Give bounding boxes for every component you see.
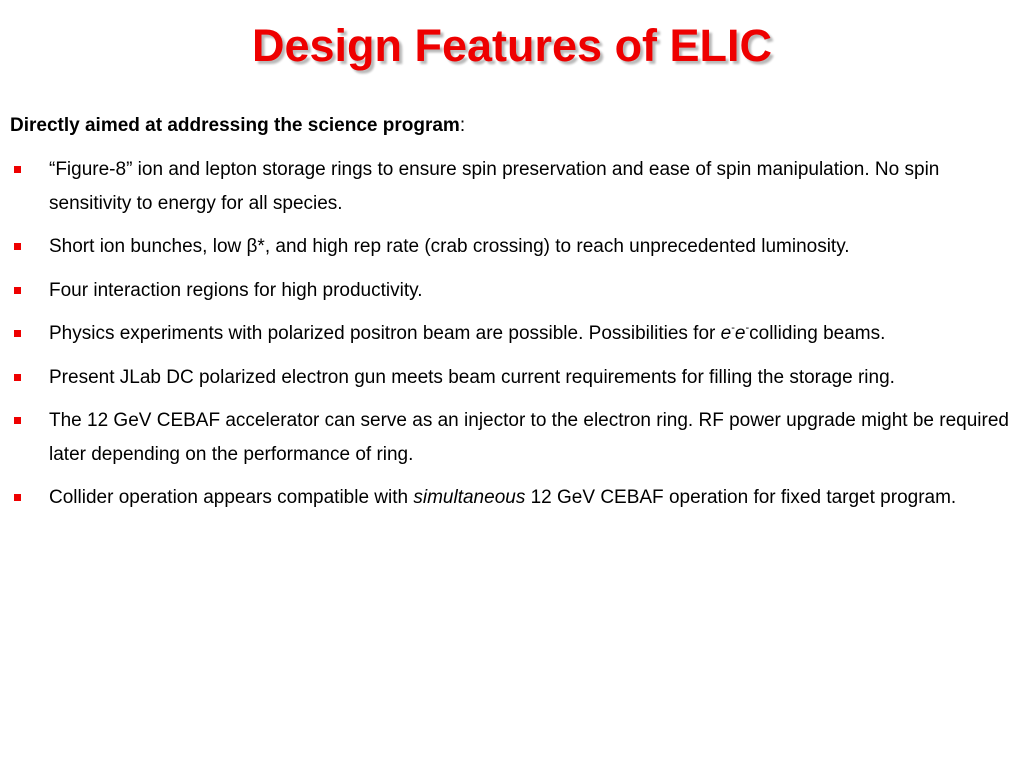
bullet-item-electron-gun — [10, 361, 1018, 395]
bullet-text-part: Collider operation appears compatible with — [49, 487, 414, 508]
bullet-list — [10, 153, 1018, 525]
bullet-item-positron-beam — [10, 317, 1018, 351]
bullet-item-interaction-regions — [10, 274, 1018, 308]
bullet-item-figure-8 — [10, 153, 1018, 220]
square-bullet-icon — [14, 166, 21, 173]
bullet-item-collider-operation — [10, 481, 1018, 515]
intro-colon: : — [459, 115, 466, 136]
bullet-text — [49, 487, 956, 508]
square-bullet-icon — [14, 287, 21, 294]
square-bullet-icon — [14, 243, 21, 250]
bullet-text-part: Physics experiments with polarized positron beam are possible. Possibilities for — [49, 323, 721, 344]
bullet-text — [49, 323, 885, 344]
square-bullet-icon — [14, 417, 21, 424]
bullet-text: Short ion bunches, low β*, and high rep rate (crab crossing) to reach unprecedented luminosity. — [49, 236, 850, 257]
square-bullet-icon — [14, 330, 21, 337]
bullet-text: The 12 GeV CEBAF accelerator can serve as an injector to the electron ring. RF power upgrade might be required later depending on the performance of ring. — [49, 410, 1009, 465]
bullet-text-part: colliding beams. — [749, 323, 886, 344]
bullet-item-cebaf-injector — [10, 404, 1018, 471]
charge-superscript: - — [745, 322, 750, 334]
square-bullet-icon — [14, 494, 21, 501]
electron-symbol: e — [720, 323, 732, 344]
electron-symbol: e — [734, 323, 746, 344]
intro-bold-text: Directly aimed at addressing the science program — [10, 115, 460, 136]
square-bullet-icon — [14, 374, 21, 381]
slide-title: Design Features of ELIC — [251, 20, 773, 71]
bullet-text: “Figure-8” ion and lepton storage rings to ensure spin preservation and ease of spin manipulation. No spin sensitivity to energy for all species. — [49, 159, 940, 214]
charge-superscript: - — [731, 322, 735, 334]
intro-line — [10, 113, 465, 139]
emphasis-simultaneous: simultaneous — [413, 487, 526, 508]
bullet-text-part: 12 GeV CEBAF operation for fixed target program. — [525, 487, 957, 508]
bullet-item-short-bunches — [10, 230, 1018, 264]
bullet-text: Present JLab DC polarized electron gun meets beam current requirements for filling the storage ring. — [49, 366, 895, 388]
bullet-text: Four interaction regions for high productivity. — [49, 279, 423, 301]
